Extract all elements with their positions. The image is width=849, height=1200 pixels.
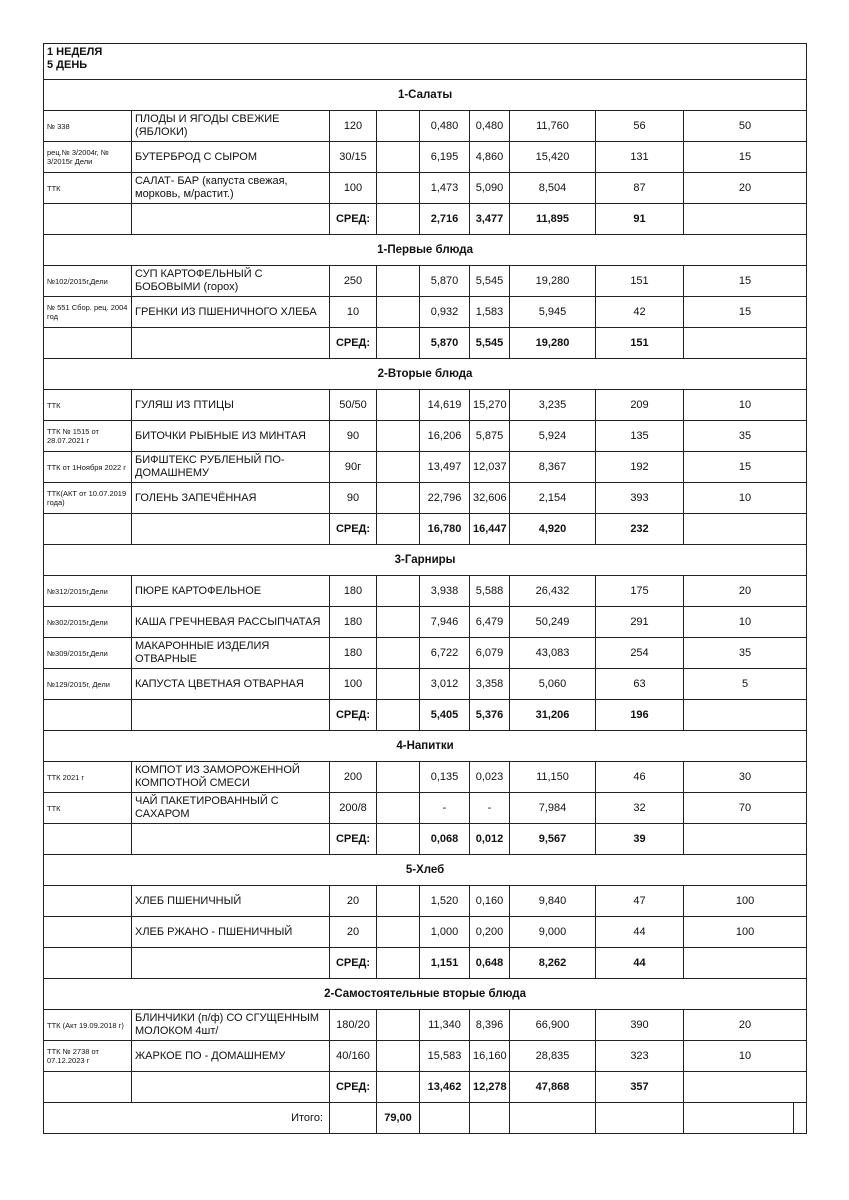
section-row [44, 545, 807, 576]
table-row [44, 142, 807, 173]
portion-cell: 250 [330, 266, 377, 297]
protein-cell: 1,473 [420, 173, 470, 204]
extra-cell: 10 [684, 1041, 807, 1072]
recipe-code: № 338 [44, 111, 132, 142]
protein-cell: 3,012 [420, 669, 470, 700]
kcal-cell: 209 [596, 390, 684, 421]
section-row [44, 235, 807, 266]
empty-cell [132, 700, 330, 731]
section-row [44, 359, 807, 390]
average-label: СРЕД: [330, 204, 377, 235]
empty-cell [684, 824, 807, 855]
dish-name: СУП КАРТОФЕЛЬНЫЙ С БОБОВЫМИ (горох) [132, 266, 330, 297]
average-label: СРЕД: [330, 328, 377, 359]
avg-fat: 5,376 [470, 700, 510, 731]
dish-name: ГУЛЯШ ИЗ ПТИЦЫ [132, 390, 330, 421]
dish-name: КАША ГРЕЧНЕВАЯ РАССЫПЧАТАЯ [132, 607, 330, 638]
recipe-code: №312/2015г,Дели [44, 576, 132, 607]
protein-cell: 6,722 [420, 638, 470, 669]
table-row [44, 111, 807, 142]
recipe-code: ТТК [44, 173, 132, 204]
price-cell [377, 111, 420, 142]
protein-cell: 0,932 [420, 297, 470, 328]
empty-cell [377, 204, 420, 235]
kcal-cell: 87 [596, 173, 684, 204]
carbs-cell: 7,984 [510, 793, 596, 824]
recipe-code: ТТК 2021 г [44, 762, 132, 793]
section-title: 1-Салаты [44, 80, 807, 111]
average-row [44, 700, 807, 731]
recipe-code: №302/2015г,Дели [44, 607, 132, 638]
protein-cell: 11,340 [420, 1010, 470, 1041]
extra-cell: 15 [684, 142, 807, 173]
avg-kcal: 357 [596, 1072, 684, 1103]
fat-cell: 5,588 [470, 576, 510, 607]
recipe-code: ТТК(АКТ от 10.07.2019 года) [44, 483, 132, 514]
fat-cell: 6,079 [470, 638, 510, 669]
fat-cell: 16,160 [470, 1041, 510, 1072]
fat-cell: 8,396 [470, 1010, 510, 1041]
section-row [44, 80, 807, 111]
dish-name: ГОЛЕНЬ ЗАПЕЧЁННАЯ [132, 483, 330, 514]
kcal-cell: 135 [596, 421, 684, 452]
portion-cell: 20 [330, 886, 377, 917]
portion-cell: 180/20 [330, 1010, 377, 1041]
average-row [44, 948, 807, 979]
protein-cell: 14,619 [420, 390, 470, 421]
empty-cell [377, 328, 420, 359]
portion-cell: 90 [330, 421, 377, 452]
price-cell [377, 421, 420, 452]
empty-cell [132, 824, 330, 855]
portion-cell: 120 [330, 111, 377, 142]
table-row [44, 576, 807, 607]
fat-cell: 5,090 [470, 173, 510, 204]
avg-protein: 16,780 [420, 514, 470, 545]
avg-carbs: 19,280 [510, 328, 596, 359]
table-row [44, 1010, 807, 1041]
dish-name: БЛИНЧИКИ (п/ф) СО СГУЩЕННЫМ МОЛОКОМ 4шт/ [132, 1010, 330, 1041]
menu-table [43, 43, 807, 1134]
price-cell [377, 142, 420, 173]
section-title: 2-Самостоятельные вторые блюда [44, 979, 807, 1010]
avg-fat: 0,012 [470, 824, 510, 855]
empty-cell [684, 204, 807, 235]
price-cell [377, 762, 420, 793]
extra-cell: 35 [684, 638, 807, 669]
empty-cell [377, 700, 420, 731]
kcal-cell: 56 [596, 111, 684, 142]
avg-carbs: 47,868 [510, 1072, 596, 1103]
dish-name: ГРЕНКИ ИЗ ПШЕНИЧНОГО ХЛЕБА [132, 297, 330, 328]
section-title: 1-Первые блюда [44, 235, 807, 266]
empty-cell [684, 700, 807, 731]
portion-cell: 180 [330, 576, 377, 607]
avg-protein: 13,462 [420, 1072, 470, 1103]
fat-cell: - [470, 793, 510, 824]
average-row [44, 328, 807, 359]
carbs-cell: 5,945 [510, 297, 596, 328]
empty-cell [470, 1103, 510, 1134]
recipe-code: №129/2015г, Дели [44, 669, 132, 700]
day-label: 5 ДЕНЬ [47, 59, 88, 71]
portion-cell: 180 [330, 607, 377, 638]
empty-cell [330, 1103, 377, 1134]
empty-cell [684, 1103, 807, 1134]
table-row [44, 917, 807, 948]
extra-cell: 50 [684, 111, 807, 142]
kcal-cell: 323 [596, 1041, 684, 1072]
empty-cell [510, 1103, 596, 1134]
extra-cell: 30 [684, 762, 807, 793]
average-label: СРЕД: [330, 514, 377, 545]
empty-cell [44, 204, 132, 235]
kcal-cell: 42 [596, 297, 684, 328]
table-row [44, 483, 807, 514]
average-row [44, 514, 807, 545]
section-title: 3-Гарниры [44, 545, 807, 576]
portion-cell: 90г [330, 452, 377, 483]
dish-name: ХЛЕБ РЖАНО - ПШЕНИЧНЫЙ [132, 917, 330, 948]
recipe-code: ТТК (Акт 19.09.2018 г) [44, 1010, 132, 1041]
portion-cell: 100 [330, 669, 377, 700]
carbs-cell: 26,432 [510, 576, 596, 607]
dish-name: КОМПОТ ИЗ ЗАМОРОЖЕННОЙ КОМПОТНОЙ СМЕСИ [132, 762, 330, 793]
extra-cell: 10 [684, 390, 807, 421]
protein-cell: 7,946 [420, 607, 470, 638]
fat-cell: 5,545 [470, 266, 510, 297]
avg-protein: 5,870 [420, 328, 470, 359]
average-label: СРЕД: [330, 948, 377, 979]
recipe-code: ТТК [44, 390, 132, 421]
week-label: 1 НЕДЕЛЯ [47, 46, 103, 58]
carbs-cell: 5,924 [510, 421, 596, 452]
protein-cell: - [420, 793, 470, 824]
average-label: СРЕД: [330, 1072, 377, 1103]
carbs-cell: 8,367 [510, 452, 596, 483]
carbs-cell: 28,835 [510, 1041, 596, 1072]
price-cell [377, 1010, 420, 1041]
dish-name: БИТОЧКИ РЫБНЫЕ ИЗ МИНТАЯ [132, 421, 330, 452]
section-title: 5-Хлеб [44, 855, 807, 886]
recipe-code: №102/2015г,Дели [44, 266, 132, 297]
extra-cell: 100 [684, 886, 807, 917]
menu-sheet [43, 43, 806, 1134]
section-row [44, 731, 807, 762]
average-row [44, 204, 807, 235]
carbs-cell: 43,083 [510, 638, 596, 669]
kcal-cell: 63 [596, 669, 684, 700]
fat-cell: 0,200 [470, 917, 510, 948]
carbs-cell: 15,420 [510, 142, 596, 173]
price-cell [377, 669, 420, 700]
fat-cell: 5,875 [470, 421, 510, 452]
table-row [44, 390, 807, 421]
average-row [44, 824, 807, 855]
table-row [44, 297, 807, 328]
portion-cell: 200 [330, 762, 377, 793]
average-label: СРЕД: [330, 824, 377, 855]
avg-protein: 0,068 [420, 824, 470, 855]
empty-cell [44, 824, 132, 855]
price-cell [377, 483, 420, 514]
avg-fat: 3,477 [470, 204, 510, 235]
protein-cell: 3,938 [420, 576, 470, 607]
avg-kcal: 44 [596, 948, 684, 979]
avg-carbs: 11,895 [510, 204, 596, 235]
fat-cell: 4,860 [470, 142, 510, 173]
price-cell [377, 1041, 420, 1072]
empty-cell [44, 1072, 132, 1103]
empty-cell [132, 204, 330, 235]
dish-name: БИФШТЕКС РУБЛЕНЫЙ ПО-ДОМАШНЕМУ [132, 452, 330, 483]
recipe-code: ТТК № 1515 от 28.07.2021 г [44, 421, 132, 452]
avg-kcal: 91 [596, 204, 684, 235]
kcal-cell: 291 [596, 607, 684, 638]
portion-cell: 180 [330, 638, 377, 669]
avg-kcal: 196 [596, 700, 684, 731]
total-row [44, 1103, 807, 1134]
table-row [44, 793, 807, 824]
empty-cell [132, 1072, 330, 1103]
empty-cell [132, 514, 330, 545]
empty-cell [684, 1072, 807, 1103]
average-row [44, 1072, 807, 1103]
kcal-cell: 393 [596, 483, 684, 514]
table-row [44, 669, 807, 700]
extra-cell: 100 [684, 917, 807, 948]
portion-cell: 10 [330, 297, 377, 328]
avg-protein: 5,405 [420, 700, 470, 731]
extra-cell: 35 [684, 421, 807, 452]
portion-cell: 90 [330, 483, 377, 514]
price-cell [377, 297, 420, 328]
protein-cell: 1,520 [420, 886, 470, 917]
empty-cell [377, 824, 420, 855]
empty-cell [420, 1103, 470, 1134]
avg-carbs: 9,567 [510, 824, 596, 855]
extra-cell: 20 [684, 1010, 807, 1041]
split-right [794, 1103, 806, 1133]
carbs-cell: 50,249 [510, 607, 596, 638]
kcal-cell: 47 [596, 886, 684, 917]
protein-cell: 6,195 [420, 142, 470, 173]
fat-cell: 15,270 [470, 390, 510, 421]
avg-kcal: 232 [596, 514, 684, 545]
table-row [44, 266, 807, 297]
carbs-cell: 3,235 [510, 390, 596, 421]
fat-cell: 0,160 [470, 886, 510, 917]
extra-cell: 5 [684, 669, 807, 700]
empty-cell [596, 1103, 684, 1134]
kcal-cell: 151 [596, 266, 684, 297]
avg-carbs: 31,206 [510, 700, 596, 731]
kcal-cell: 32 [596, 793, 684, 824]
empty-cell [132, 948, 330, 979]
fat-cell: 1,583 [470, 297, 510, 328]
table-row [44, 421, 807, 452]
section-title: 4-Напитки [44, 731, 807, 762]
kcal-cell: 254 [596, 638, 684, 669]
avg-protein: 1,151 [420, 948, 470, 979]
portion-cell: 40/160 [330, 1041, 377, 1072]
carbs-cell: 2,154 [510, 483, 596, 514]
total-value: 79,00 [377, 1103, 420, 1134]
avg-carbs: 8,262 [510, 948, 596, 979]
avg-protein: 2,716 [420, 204, 470, 235]
portion-cell: 100 [330, 173, 377, 204]
portion-cell: 50/50 [330, 390, 377, 421]
fat-cell: 6,479 [470, 607, 510, 638]
recipe-code [44, 886, 132, 917]
extra-cell: 15 [684, 452, 807, 483]
empty-cell [684, 514, 807, 545]
empty-cell [377, 514, 420, 545]
carbs-cell: 11,760 [510, 111, 596, 142]
empty-cell [44, 948, 132, 979]
protein-cell: 0,135 [420, 762, 470, 793]
recipe-code: ТТК [44, 793, 132, 824]
recipe-code: ТТК № 2738 от 07.12.2023 г [44, 1041, 132, 1072]
carbs-cell: 19,280 [510, 266, 596, 297]
recipe-code: ТТК от 1Ноября 2022 г [44, 452, 132, 483]
fat-cell: 32,606 [470, 483, 510, 514]
table-row [44, 762, 807, 793]
carbs-cell: 5,060 [510, 669, 596, 700]
avg-fat: 16,447 [470, 514, 510, 545]
empty-cell [44, 328, 132, 359]
kcal-cell: 175 [596, 576, 684, 607]
protein-cell: 5,870 [420, 266, 470, 297]
protein-cell: 15,583 [420, 1041, 470, 1072]
fat-cell: 12,037 [470, 452, 510, 483]
avg-kcal: 151 [596, 328, 684, 359]
kcal-cell: 131 [596, 142, 684, 173]
extra-cell: 15 [684, 266, 807, 297]
carbs-cell: 9,840 [510, 886, 596, 917]
split-left [684, 1103, 794, 1133]
kcal-cell: 44 [596, 917, 684, 948]
split-cell [684, 1103, 806, 1133]
table-row [44, 886, 807, 917]
table-row [44, 638, 807, 669]
extra-cell: 70 [684, 793, 807, 824]
kcal-cell: 46 [596, 762, 684, 793]
recipe-code: рец.№ 3/2004г, № 3/2015г Дели [44, 142, 132, 173]
price-cell [377, 793, 420, 824]
carbs-cell: 66,900 [510, 1010, 596, 1041]
price-cell [377, 917, 420, 948]
dish-name: ПЛОДЫ И ЯГОДЫ СВЕЖИЕ (ЯБЛОКИ) [132, 111, 330, 142]
dish-name: ПЮРЕ КАРТОФЕЛЬНОЕ [132, 576, 330, 607]
empty-cell [44, 514, 132, 545]
carbs-cell: 8,504 [510, 173, 596, 204]
carbs-cell: 9,000 [510, 917, 596, 948]
price-cell [377, 607, 420, 638]
price-cell [377, 452, 420, 483]
kcal-cell: 390 [596, 1010, 684, 1041]
dish-name: КАПУСТА ЦВЕТНАЯ ОТВАРНАЯ [132, 669, 330, 700]
extra-cell: 20 [684, 173, 807, 204]
protein-cell: 16,206 [420, 421, 470, 452]
dish-name: БУТЕРБРОД С СЫРОМ [132, 142, 330, 173]
protein-cell: 0,480 [420, 111, 470, 142]
price-cell [377, 576, 420, 607]
table-row [44, 452, 807, 483]
avg-fat: 5,545 [470, 328, 510, 359]
dish-name: САЛАТ- БАР (капуста свежая, морковь, м/растит.) [132, 173, 330, 204]
dish-name: ЖАРКОЕ ПО - ДОМАШНЕМУ [132, 1041, 330, 1072]
fat-cell: 3,358 [470, 669, 510, 700]
dish-name: МАКАРОННЫЕ ИЗДЕЛИЯ ОТВАРНЫЕ [132, 638, 330, 669]
total-label: Итого: [44, 1103, 330, 1134]
carbs-cell: 11,150 [510, 762, 596, 793]
extra-cell: 15 [684, 297, 807, 328]
price-cell [377, 886, 420, 917]
extra-cell: 10 [684, 607, 807, 638]
price-cell [377, 390, 420, 421]
day-header [44, 44, 807, 80]
extra-cell: 10 [684, 483, 807, 514]
protein-cell: 1,000 [420, 917, 470, 948]
fat-cell: 0,023 [470, 762, 510, 793]
empty-cell [132, 328, 330, 359]
section-title: 2-Вторые блюда [44, 359, 807, 390]
portion-cell: 30/15 [330, 142, 377, 173]
table-row [44, 607, 807, 638]
recipe-code [44, 917, 132, 948]
protein-cell: 13,497 [420, 452, 470, 483]
section-row [44, 979, 807, 1010]
avg-carbs: 4,920 [510, 514, 596, 545]
extra-cell: 20 [684, 576, 807, 607]
empty-cell [684, 328, 807, 359]
fat-cell: 0,480 [470, 111, 510, 142]
portion-cell: 20 [330, 917, 377, 948]
recipe-code: № 551 Сбор. рец. 2004 год [44, 297, 132, 328]
avg-fat: 0,648 [470, 948, 510, 979]
table-row [44, 173, 807, 204]
table-row [44, 1041, 807, 1072]
dish-name: ЧАЙ ПАКЕТИРОВАННЫЙ С САХАРОМ [132, 793, 330, 824]
dish-name: ХЛЕБ ПШЕНИЧНЫЙ [132, 886, 330, 917]
avg-fat: 12,278 [470, 1072, 510, 1103]
protein-cell: 22,796 [420, 483, 470, 514]
price-cell [377, 266, 420, 297]
empty-cell [377, 948, 420, 979]
price-cell [377, 638, 420, 669]
empty-cell [684, 948, 807, 979]
empty-cell [44, 700, 132, 731]
avg-kcal: 39 [596, 824, 684, 855]
section-row [44, 855, 807, 886]
average-label: СРЕД: [330, 700, 377, 731]
empty-cell [377, 1072, 420, 1103]
portion-cell: 200/8 [330, 793, 377, 824]
kcal-cell: 192 [596, 452, 684, 483]
price-cell [377, 173, 420, 204]
recipe-code: №309/2015г,Дели [44, 638, 132, 669]
